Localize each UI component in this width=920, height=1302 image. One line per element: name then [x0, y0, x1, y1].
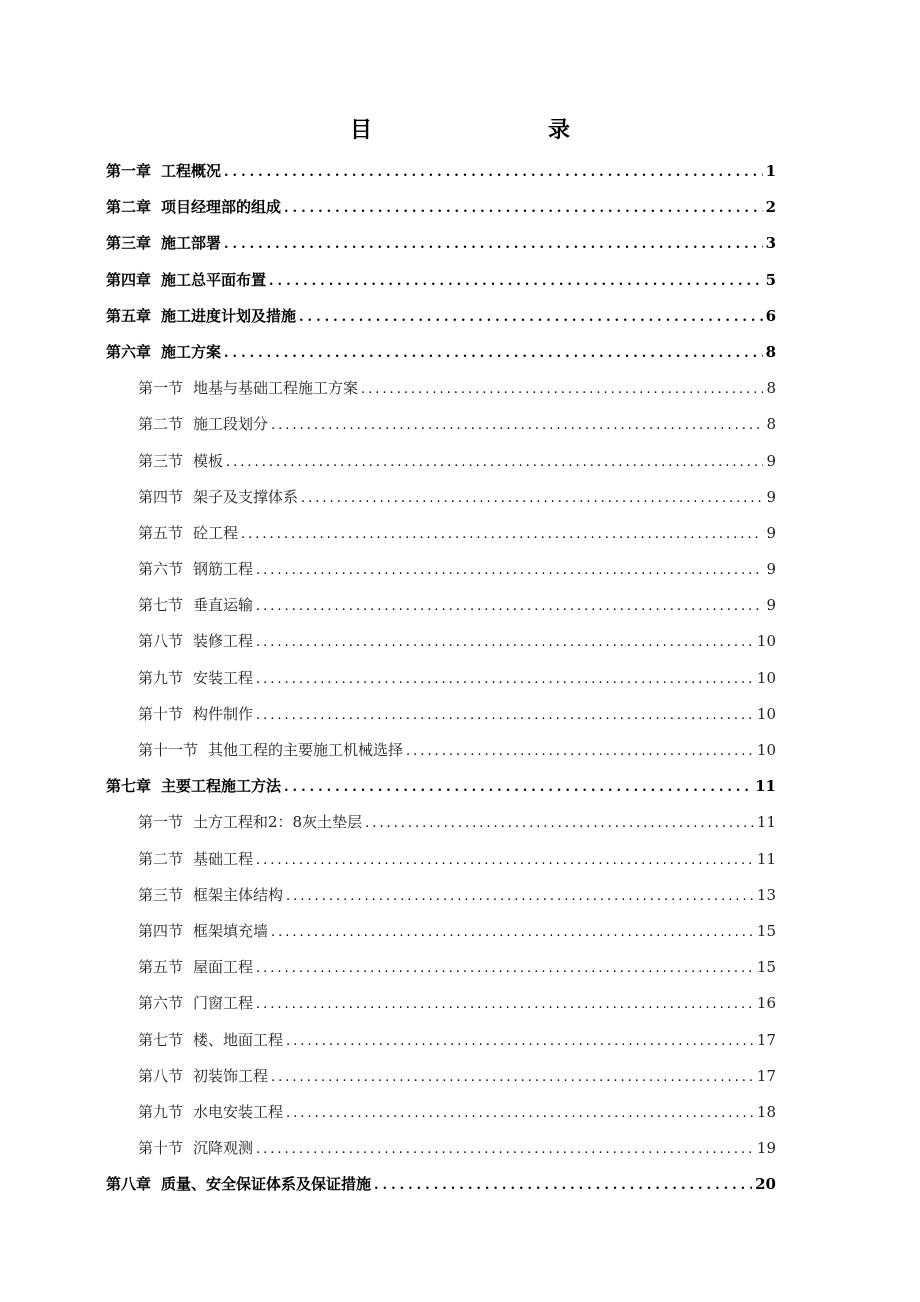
entry-title: 施工进度计划及措施 — [161, 306, 297, 325]
toc-entry[interactable] — [106, 551, 776, 587]
toc-entry[interactable] — [106, 660, 776, 696]
entry-title: 土方工程和2：8灰土垫层 — [193, 813, 363, 832]
entry-page-number: 2 — [765, 198, 776, 217]
toc-entry[interactable] — [106, 623, 776, 659]
entry-label — [138, 551, 253, 587]
entry-title: 安装工程 — [193, 668, 254, 687]
dot-leader — [365, 806, 754, 840]
dot-leader — [256, 698, 754, 732]
entry-number: 第五章 — [106, 306, 152, 325]
entry-number: 第三章 — [106, 234, 152, 253]
entry-label — [106, 768, 281, 804]
toc-entry[interactable] — [106, 262, 776, 298]
entry-title: 架子及支撑体系 — [193, 487, 299, 506]
entry-label — [106, 153, 221, 189]
entry-label — [138, 479, 298, 515]
dot-leader — [271, 915, 754, 949]
toc-entry[interactable] — [106, 370, 776, 406]
entry-label — [106, 189, 281, 225]
entry-label — [138, 623, 253, 659]
entry-title: 门窗工程 — [193, 994, 254, 1013]
entry-title: 施工段划分 — [193, 415, 269, 434]
toc-entry[interactable] — [106, 985, 776, 1021]
entry-label — [106, 262, 266, 298]
entry-number: 第五节 — [138, 958, 184, 977]
dot-leader — [271, 408, 763, 442]
entry-page-number: 19 — [756, 1139, 776, 1158]
toc-title: 目 录 — [349, 117, 614, 143]
entry-number: 第四节 — [138, 487, 184, 506]
dot-leader — [256, 951, 754, 985]
entry-number: 第一节 — [138, 379, 184, 398]
toc-entry[interactable] — [106, 877, 776, 913]
toc-entry[interactable] — [106, 298, 776, 334]
entry-title: 模板 — [193, 451, 224, 470]
toc-entry[interactable] — [106, 804, 776, 840]
entry-title: 沉降观测 — [193, 1139, 254, 1158]
entry-label — [138, 406, 268, 442]
entry-label — [138, 370, 358, 406]
entry-label — [138, 1058, 268, 1094]
entry-number: 第十节 — [138, 704, 184, 723]
entry-label — [138, 1130, 253, 1166]
entry-number: 第五节 — [138, 523, 184, 542]
entry-number: 第四节 — [138, 921, 184, 940]
dot-leader — [256, 589, 763, 623]
toc-entry[interactable] — [106, 479, 776, 515]
toc-entry[interactable] — [106, 587, 776, 623]
toc-entry[interactable] — [106, 334, 776, 370]
toc-entry[interactable] — [106, 732, 776, 768]
entry-page-number: 10 — [756, 704, 776, 723]
entry-label — [138, 696, 253, 732]
entry-page-number: 5 — [765, 270, 776, 289]
dot-leader — [406, 734, 754, 768]
entry-title: 垂直运输 — [193, 596, 254, 615]
dot-leader — [256, 553, 763, 587]
entry-title: 其他工程的主要施工机械选择 — [208, 741, 404, 759]
entry-number: 第六章 — [106, 342, 152, 361]
entry-page-number: 16 — [756, 994, 776, 1013]
toc-entry[interactable] — [106, 189, 776, 225]
entry-title: 装修工程 — [193, 632, 254, 651]
entry-number: 第十一节 — [138, 741, 199, 759]
toc-entry[interactable] — [106, 913, 776, 949]
entry-number: 第四章 — [106, 270, 152, 289]
entry-number: 第三节 — [138, 451, 184, 470]
entry-label — [138, 841, 253, 877]
entry-title: 钢筋工程 — [193, 560, 254, 579]
entry-title: 构件制作 — [193, 704, 254, 723]
entry-page-number: 8 — [766, 415, 776, 434]
dot-leader — [301, 481, 763, 515]
entry-number: 第六节 — [138, 994, 184, 1013]
entry-number: 第二节 — [138, 849, 184, 868]
entry-page-number: 13 — [756, 885, 776, 904]
entry-title: 基础工程 — [193, 849, 254, 868]
entry-page-number: 15 — [756, 958, 776, 977]
dot-leader — [224, 336, 763, 370]
dot-leader — [286, 1096, 754, 1130]
entry-title: 施工总平面布置 — [161, 270, 267, 289]
entry-label — [138, 660, 253, 696]
dot-leader — [286, 879, 754, 913]
entry-label — [138, 1022, 283, 1058]
entry-page-number: 15 — [756, 921, 776, 940]
entry-title: 框架主体结构 — [193, 885, 284, 904]
entry-page-number: 9 — [766, 451, 776, 470]
entry-label — [138, 913, 268, 949]
entry-title: 工程概况 — [161, 162, 222, 180]
entry-number: 第八节 — [138, 1066, 184, 1085]
entry-page-number: 10 — [756, 741, 776, 759]
toc-entry[interactable] — [106, 768, 776, 804]
dot-leader — [271, 1060, 754, 1094]
toc-entry[interactable] — [106, 225, 776, 261]
dot-leader — [361, 372, 763, 406]
dot-leader — [284, 191, 763, 225]
entry-page-number: 11 — [756, 849, 776, 868]
dot-leader — [224, 227, 763, 261]
toc-entry[interactable] — [106, 1166, 776, 1202]
dot-leader — [224, 155, 763, 189]
entry-title: 施工方案 — [161, 342, 222, 361]
entry-number: 第八章 — [106, 1175, 152, 1194]
dot-leader — [269, 264, 763, 298]
entry-label — [138, 949, 253, 985]
entry-number: 第二节 — [138, 415, 184, 434]
entry-page-number: 17 — [756, 1066, 776, 1085]
dot-leader — [286, 1024, 754, 1058]
entry-page-number: 9 — [766, 596, 776, 615]
entry-title: 砼工程 — [193, 523, 239, 542]
entry-title: 框架填充墙 — [193, 921, 269, 940]
dot-leader — [256, 843, 754, 877]
dot-leader — [256, 1132, 754, 1166]
entry-title: 水电安装工程 — [193, 1102, 284, 1121]
entry-title: 初装饰工程 — [193, 1066, 269, 1085]
entry-label — [106, 225, 221, 261]
dot-leader — [241, 517, 763, 551]
toc-entry[interactable] — [106, 443, 776, 479]
entry-number: 第十节 — [138, 1139, 184, 1158]
entry-title: 楼、地面工程 — [193, 1030, 284, 1049]
entry-title: 屋面工程 — [193, 958, 254, 977]
dot-leader — [299, 300, 763, 334]
entry-page-number: 10 — [756, 668, 776, 687]
entry-page-number: 9 — [766, 487, 776, 506]
entry-number: 第二章 — [106, 198, 152, 217]
entry-page-number: 18 — [756, 1102, 776, 1121]
entry-title: 项目经理部的组成 — [161, 198, 282, 217]
entry-title: 主要工程施工方法 — [161, 777, 282, 796]
entry-label — [106, 334, 221, 370]
entry-label — [138, 1094, 283, 1130]
entry-page-number: 6 — [765, 306, 776, 325]
entry-page-number: 9 — [766, 523, 776, 542]
entry-number: 第七节 — [138, 596, 184, 615]
entry-number: 第八节 — [138, 632, 184, 651]
entry-label — [138, 587, 253, 623]
entry-number: 第三节 — [138, 885, 184, 904]
entry-label — [138, 804, 362, 840]
dot-leader — [256, 625, 754, 659]
entry-label — [138, 732, 403, 768]
entry-number: 第九节 — [138, 668, 184, 687]
entry-number: 第一章 — [106, 162, 152, 180]
entry-number: 第九节 — [138, 1102, 184, 1121]
toc-entry[interactable] — [106, 949, 776, 985]
entry-title: 质量、安全保证体系及保证措施 — [161, 1175, 372, 1194]
entry-page-number: 1 — [765, 162, 776, 180]
entry-page-number: 11 — [756, 813, 776, 832]
entry-label — [106, 1166, 371, 1202]
entry-label — [138, 985, 253, 1021]
toc-list — [106, 153, 776, 1202]
toc-entry[interactable] — [106, 406, 776, 442]
entry-label — [138, 877, 283, 913]
dot-leader — [374, 1168, 752, 1202]
toc-entry[interactable] — [106, 1058, 776, 1094]
toc-entry[interactable] — [106, 841, 776, 877]
entry-page-number: 8 — [766, 379, 776, 398]
dot-leader — [256, 662, 754, 696]
entry-number: 第七章 — [106, 777, 152, 796]
entry-number: 第七节 — [138, 1030, 184, 1049]
entry-title: 施工部署 — [161, 234, 222, 253]
entry-page-number: 8 — [765, 342, 776, 361]
entry-title: 地基与基础工程施工方案 — [193, 379, 359, 398]
entry-label — [138, 443, 223, 479]
entry-label — [138, 515, 238, 551]
entry-number: 第一节 — [138, 813, 184, 832]
toc-entry[interactable] — [106, 696, 776, 732]
toc-entry[interactable] — [106, 1022, 776, 1058]
dot-leader — [226, 445, 763, 479]
entry-page-number: 3 — [765, 234, 776, 253]
entry-page-number: 11 — [755, 777, 776, 796]
toc-entry[interactable] — [106, 515, 776, 551]
entry-label — [106, 298, 296, 334]
dot-leader — [284, 770, 752, 804]
entry-page-number: 9 — [766, 560, 776, 579]
entry-page-number: 17 — [756, 1030, 776, 1049]
entry-page-number: 10 — [756, 632, 776, 651]
entry-number: 第六节 — [138, 560, 184, 579]
toc-entry[interactable] — [106, 153, 776, 189]
dot-leader — [256, 987, 754, 1021]
toc-entry[interactable] — [106, 1094, 776, 1130]
entry-page-number: 20 — [755, 1175, 776, 1194]
toc-entry[interactable] — [106, 1130, 776, 1166]
